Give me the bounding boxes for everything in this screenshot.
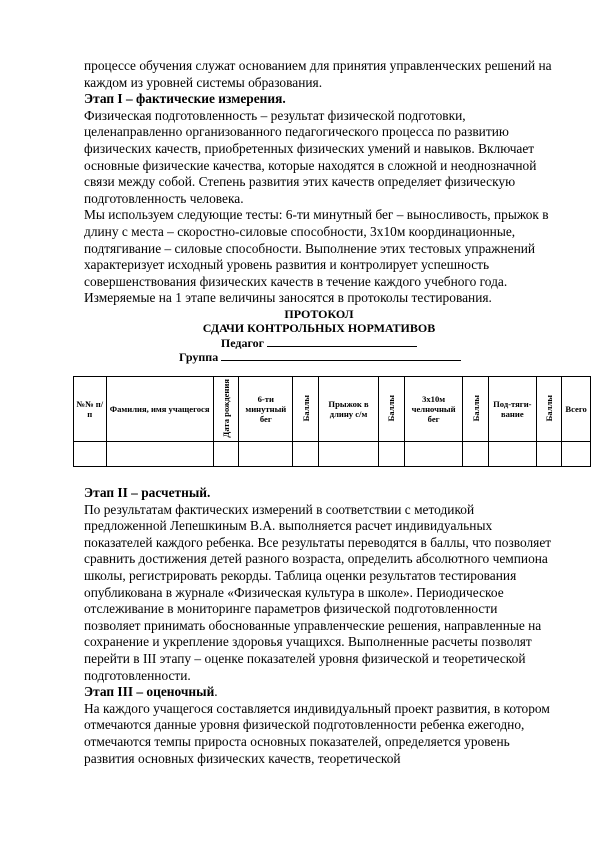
stage3-heading-dot: . [214, 684, 218, 700]
intro-paragraph: процессе обучения служат основанием для принятия управленческих решений на каждом из уровней системы образования. [84, 58, 552, 90]
group-label: Группа [179, 350, 219, 365]
col-number: №№ п/п [74, 377, 107, 442]
stage3-heading: Этап III – оценочный [84, 684, 215, 700]
protocol-subtitle: СДАЧИ КОНТРОЛЬНЫХ НОРМАТИВОВ [202, 321, 436, 336]
col-birthdate: Дата рождения [213, 377, 239, 442]
col-total: Всего [562, 377, 591, 442]
teacher-blank [267, 336, 417, 347]
stage1-paragraph-2: Мы используем следующие тесты: 6-ти минутный бег – выносливость, прыжок в длину с места – скоростно-силовые способности, 3х10м координационные, подтягивание – силовые способности. Выполнение этих тестовых упражнений характеризует исходный уровень развития и контролирует успешность совершенствования физических качеств в течение каждого учебного года. [84, 207, 549, 289]
col-long-jump: Прыжок в длину с/м [318, 377, 378, 442]
col-pullups: Под-тяги-вание [489, 377, 536, 442]
col-points-4: Баллы [536, 377, 562, 442]
protocol-title: ПРОТОКОЛ [284, 306, 354, 321]
col-shuttle-run: 3х10м челночный бег [404, 377, 463, 442]
stage1-paragraph-1: Физическая подготовленность – результат физической подготовки, целенаправленно организованного педагогического процесса по развитию физических качеств, приобретенных физических умений и навыков. Включает основные физические качества, которые находятся в сложной и неоднозначной связи между собой. Степень развития этих качеств определяет физическую подготовленность человека. [84, 107, 537, 206]
stage1-paragraph-3: Измеряемые на 1 этапе величины заносятся в протоколы тестирования. [84, 290, 492, 306]
page-body-continued [84, 485, 554, 767]
teacher-label: Педагог [220, 335, 265, 350]
table-header-row [74, 377, 591, 442]
col-points-3: Баллы [463, 377, 489, 442]
stage3-heading-line [84, 684, 554, 701]
group-line [84, 350, 554, 365]
group-blank [221, 350, 461, 361]
col-run-6min: 6-ти минутный бег [239, 377, 293, 442]
stage1-heading: Этап I – фактические измерения. [84, 91, 286, 107]
stage2-heading: Этап II – расчетный. [84, 485, 211, 500]
col-points-2: Баллы [379, 377, 405, 442]
protocol-table [73, 376, 591, 467]
teacher-line [84, 336, 554, 351]
table-row [74, 442, 591, 467]
page-body [84, 58, 554, 365]
stage3-paragraph: На каждого учащегося составляется индивидуальный проект развития, в котором отмечаются данные уровня физической подготовленности ребенка ежегодно, отмечаются темпы прироста основных показателей, определяется уровень развития основных физических качеств, теоретической [84, 700, 550, 766]
col-name: Фамилия, имя учащегося [106, 377, 213, 442]
stage2-paragraph: По результатам фактических измерений в соответствии с методикой предложенной Лепешкиным В.А. выполняется расчет индивидуальных показателей каждого ребенка. Все результаты переводятся в баллы, что позволяет сравнить достижения детей разного возраста, определить абсолютного чемпиона школы, регистрировать рекорды. Таблица оценки результатов тестирования опубликована в журнале «Физическая культура в школе». Периодическое отслеживание в мониторинге параметров физической подготовленности позволяет принимать обоснованные управленческие решения, направленные на сохранение и укрепление здоровья учащихся. Выполненные расчеты позволят перейти в III этапу – оценке показателей уровня физической и теоретической подготовленности. [84, 501, 552, 683]
col-points-1: Баллы [293, 377, 319, 442]
